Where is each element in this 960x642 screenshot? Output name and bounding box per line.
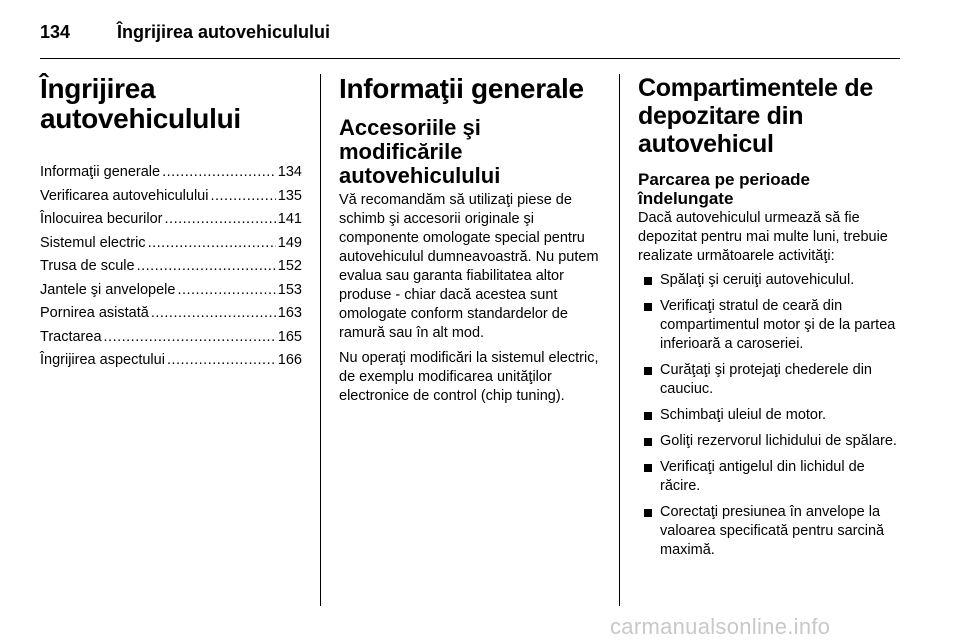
toc-page: 134 (277, 164, 302, 180)
toc-leader (177, 282, 275, 298)
toc-label: Sistemul electric (40, 234, 146, 251)
list-item (638, 297, 908, 354)
column-divider-2 (619, 74, 620, 606)
toc-page: 165 (277, 328, 302, 345)
toc-label: Îngrijirea aspectului (40, 352, 165, 368)
subsection-heading: Accesoriile şi modificările autovehiculului (339, 115, 501, 188)
toc-item[interactable] (40, 164, 302, 188)
list-item (638, 271, 908, 290)
toc-label: Informaţii generale (40, 164, 161, 180)
toc-page: 153 (277, 281, 302, 298)
toc-label: Jantele şi anvelopele (40, 281, 176, 298)
list-item-text: Spălaţi şi ceruiţi autovehiculul. (660, 272, 855, 288)
toc-page: 141 (277, 211, 302, 227)
list-item-text: Schimbaţi uleiul de motor. (660, 407, 827, 423)
list-item (638, 406, 908, 425)
column-toc (40, 74, 302, 392)
paragraph: Vă recomandăm să utilizaţi piese de schimb şi accesorii originale şi componente omologate special pentru autovehiculul dumneavoastră. Nu putem evalua sau garanta fiabilitatea altor produse - chiar dacă acestea sunt omologate conform standardelor de ramură sau în alt mod. (339, 192, 599, 341)
toc-label: Înlocuirea becurilor (40, 211, 163, 227)
bullet-square-icon (644, 412, 652, 420)
running-title: Îngrijirea autovehiculului (117, 21, 331, 42)
subsection-heading: Parcarea pe perioade îndelungate (638, 170, 810, 208)
toc-leader (162, 164, 276, 180)
toc-leader (151, 305, 276, 321)
toc-item[interactable] (40, 211, 302, 235)
list-item-text: Curăţaţi şi protejaţi chederele din cauciuc. (660, 362, 872, 397)
bullet-square-icon (644, 277, 652, 285)
section-heading: Informaţii generale (339, 73, 584, 104)
toc-item[interactable] (40, 329, 302, 353)
page-number: 134 (40, 21, 71, 42)
paragraph: Nu operaţi modificări la sistemul electric, de exemplu modificarea unităţilor electronice de control (chip tuning). (339, 350, 599, 404)
header-rule (40, 58, 900, 59)
toc-page: 152 (277, 258, 302, 274)
section-heading: Compartimentele de depozitare din autovehicul (638, 74, 873, 158)
list-item (638, 503, 908, 560)
bullet-square-icon (644, 438, 652, 446)
toc-label: Tractarea (40, 328, 102, 345)
list-item-text: Goliţi rezervorul lichidului de spălare. (660, 433, 897, 449)
toc-leader (210, 188, 275, 204)
toc-label: Trusa de scule (40, 258, 135, 274)
list-item (638, 432, 908, 451)
paragraph: Dacă autovehiculul urmează să fie depozitat pentru mai multe luni, trebuie realizate următoarele activităţi: (638, 210, 888, 264)
toc-leader (165, 211, 276, 227)
column-divider-1 (320, 74, 321, 606)
list-item-text: Corectaţi presiunea în anvelope la valoarea specificată pentru sarcină maximă. (660, 504, 885, 558)
list-item-text: Verificaţi stratul de ceară din compartimentul motor şi de la partea inferioară a caroseriei. (660, 298, 896, 352)
toc-item[interactable] (40, 258, 302, 282)
toc-page: 149 (277, 234, 302, 251)
watermark: carmanualsonline.info (610, 614, 831, 639)
table-of-contents (40, 164, 302, 376)
toc-label: Verificarea autovehiculului (40, 187, 209, 204)
list-item (638, 458, 908, 496)
toc-leader (104, 329, 276, 345)
column-storage (638, 74, 908, 567)
toc-item[interactable] (40, 235, 302, 259)
bullet-square-icon (644, 464, 652, 472)
bullet-list (638, 271, 908, 560)
toc-leader (137, 258, 276, 274)
bullet-square-icon (644, 303, 652, 311)
toc-page: 166 (277, 352, 302, 368)
toc-item[interactable] (40, 188, 302, 212)
toc-leader (148, 235, 276, 251)
column-general-info (339, 74, 605, 406)
toc-page: 163 (277, 305, 302, 321)
list-item (638, 361, 908, 399)
chapter-title: Îngrijirea autovehiculului (40, 73, 241, 134)
toc-item[interactable] (40, 282, 302, 306)
bullet-square-icon (644, 509, 652, 517)
list-item-text: Verificaţi antigelul din lichidul de răcire. (660, 459, 865, 494)
toc-item[interactable] (40, 305, 302, 329)
bullet-square-icon (644, 367, 652, 375)
page-header (40, 12, 330, 52)
toc-leader (167, 352, 276, 368)
toc-item[interactable] (40, 352, 302, 376)
toc-label: Pornirea asistată (40, 305, 149, 321)
toc-page: 135 (277, 187, 302, 204)
